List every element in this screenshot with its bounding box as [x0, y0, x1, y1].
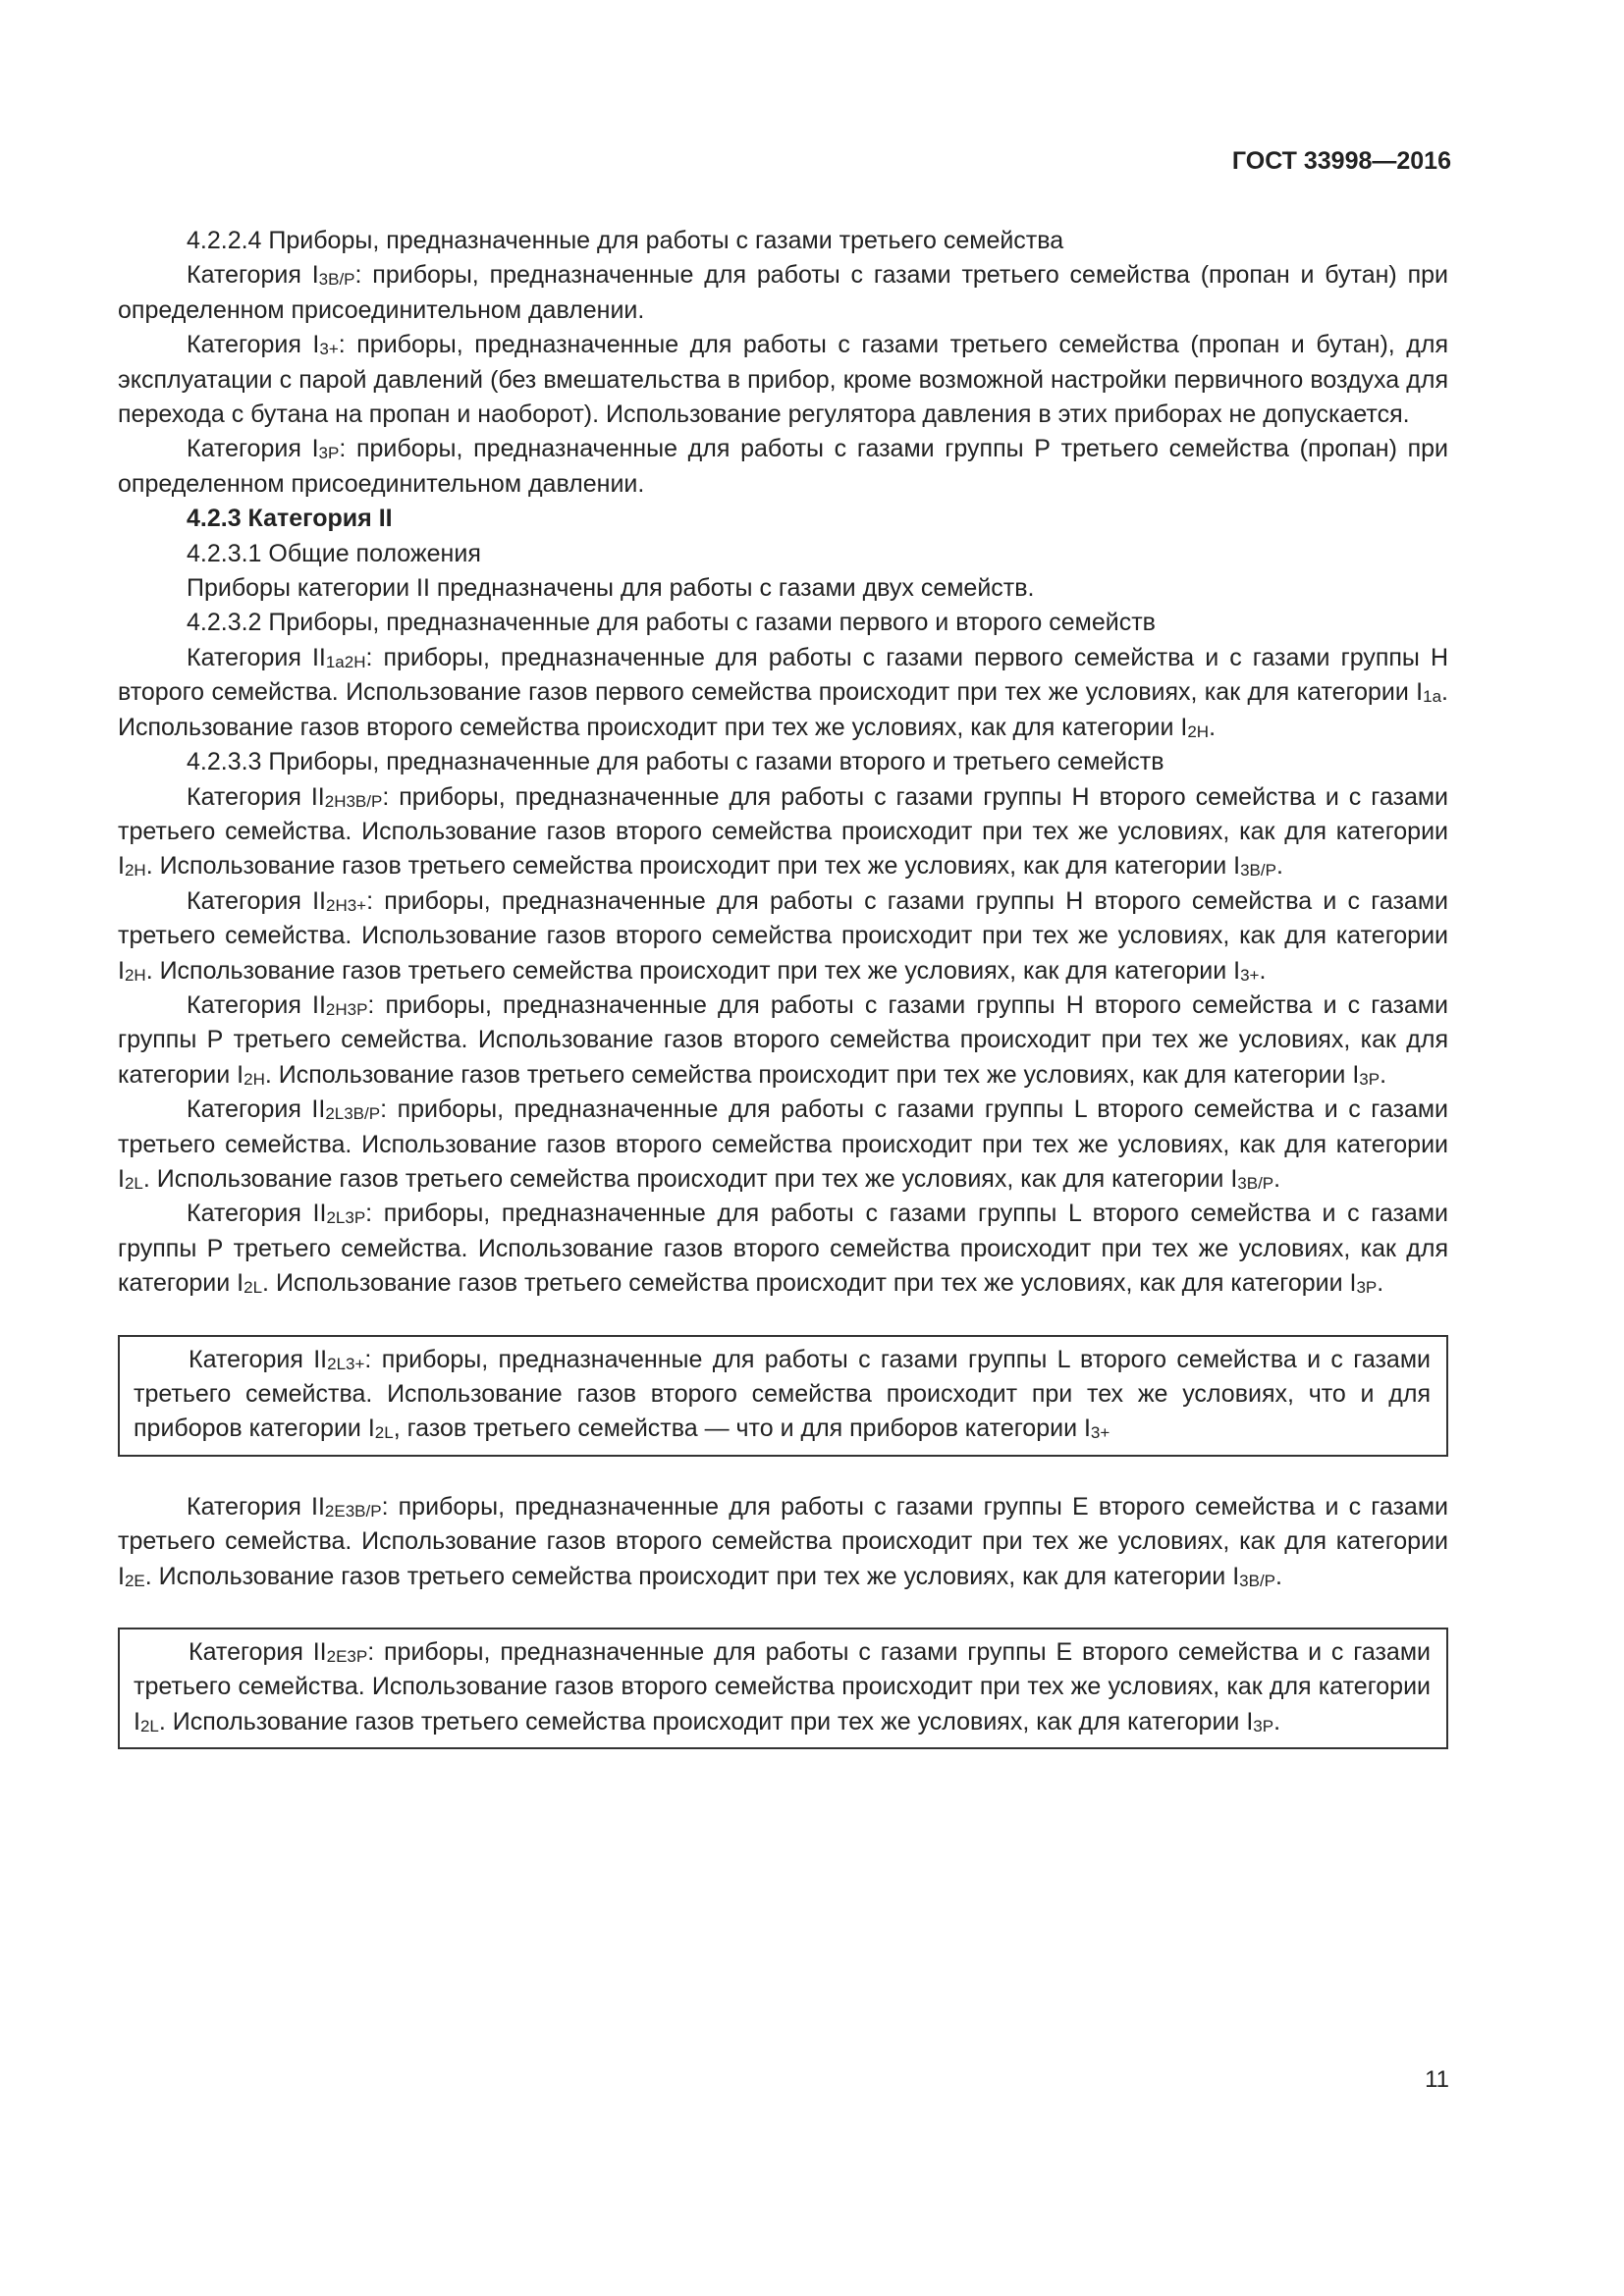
text-run: . Использование газов третьего семейства происходит при тех же условиях, как для категории I [264, 1060, 1360, 1089]
text-run: Категория II [187, 643, 326, 671]
text-run: Приборы категории II предназначены для работы с газами двух семейств. [187, 574, 1035, 603]
category-subscript: 3P [1359, 1069, 1380, 1089]
text-run: Категория II [187, 1492, 325, 1521]
text-run: 4.2.3.2 Приборы, предназначенные для работы с газами первого и второго семейств [187, 609, 1156, 637]
text-run: . [1380, 1060, 1387, 1089]
category-subscript: 3+ [319, 340, 339, 359]
text-run: Категория II [187, 1200, 327, 1228]
text-run: . [1209, 713, 1217, 741]
text-run: Категория II [187, 990, 326, 1019]
text-run: . Использование газов третьего семейства происходит при тех же условиях, как для категории I [158, 1707, 1254, 1735]
text-run: Категория II [189, 1345, 328, 1373]
text-run: Категория II [187, 1095, 326, 1124]
category-subscript: 2L3B/P [325, 1104, 381, 1124]
text-run: . Использование газов третьего семейства происходит при тех же условиях, как для категории I [262, 1269, 1357, 1298]
standard-designation: ГОСТ 33998—2016 [1231, 147, 1451, 175]
text-run: : приборы, предназначенные для работы с газами первого семейства и с газами группы Н второго семейства. Использование газов первого семейства происходит при тех же условиях, как для категории I [118, 643, 1448, 707]
text-run: . [1273, 1164, 1281, 1193]
text-run: Категория I [187, 435, 319, 463]
category-subscript: 1a2H [325, 652, 366, 671]
text-run: . [1377, 1269, 1384, 1298]
text-run: Категория II [187, 782, 325, 811]
text-run: . Использование газов второго семейства происходит при тех же условиях, как для категории I [118, 678, 1448, 741]
paragraph [134, 1635, 1431, 1739]
category-subscript: 2L [139, 1716, 159, 1735]
page-number: 11 [1425, 2066, 1449, 2093]
category-subscript: 3P [318, 444, 340, 463]
paragraph [118, 432, 1448, 502]
document-body [118, 224, 1448, 1783]
category-subscript: 2L [374, 1423, 394, 1443]
text-run: : приборы, предназначенные для работы с газами группы L второго семейства и с газами третьего семейства. Использование газов второго семейства происходит при тех же условиях, что и для приборов категории I [134, 1345, 1431, 1443]
category-subscript: 2L3P [326, 1208, 366, 1228]
paragraph [118, 745, 1448, 779]
paragraph [134, 1343, 1431, 1447]
category-subscript: 2E3P [326, 1647, 368, 1667]
category-subscript: 2H [244, 1069, 265, 1089]
text-run: Категория II [187, 886, 326, 915]
paragraph [118, 884, 1448, 988]
paragraph [118, 780, 1448, 884]
category-subscript: 3+ [1090, 1423, 1110, 1443]
category-subscript: 3B/P [1240, 861, 1276, 881]
text-run: 4.2.3.3 Приборы, предназначенные для работы с газами второго и третьего семейств [187, 748, 1164, 776]
paragraph [118, 1490, 1448, 1594]
category-subscript: 2E [124, 1571, 145, 1590]
text-run: : приборы, предназначенные для работы с газами группы Р третьего семейства (пропан) при определенном присоединительном давлении. [118, 435, 1449, 498]
text-run: . Использование газов третьего семейства происходит при тех же условиях, как для категории I [145, 852, 1241, 881]
category-subscript: 2H3+ [325, 895, 367, 915]
category-subscript: 3B/P [1239, 1571, 1276, 1590]
boxed-note [118, 1335, 1448, 1457]
text-run: . Использование газов третьего семейства происходит при тех же условиях, как для категории I [144, 1562, 1240, 1590]
text-run: : приборы, предназначенные для работы с газами третьего семейства (пропан и бутан), для эксплуатации с парой давлений (без вмешательства в прибор, кроме возможной настройки первичного воздуха для перехода с бутана на пропан и наоборот). Использование регулятора давления в этих приборах не допускается. [118, 331, 1449, 429]
text-run: . [1275, 1562, 1282, 1590]
category-subscript: 3B/P [1237, 1173, 1274, 1193]
text-run: : приборы, предназначенные для работы с газами третьего семейства (пропан и бутан) при определенном присоединительном давлении. [118, 261, 1448, 324]
paragraph [118, 571, 1448, 606]
category-subscript: 2H3B/P [324, 791, 383, 811]
text-run: 4.2.2.4 Приборы, предназначенные для работы с газами третьего семейства [187, 227, 1064, 254]
text-run: : приборы, предназначенные для работы с газами группы Е второго семейства и с газами третьего семейства. Использование газов второго семейства происходит при тех же условиях, как для категории I [118, 1492, 1448, 1590]
text-run: . [1275, 852, 1283, 881]
text-run: 4.2.3 Категория II [187, 505, 393, 533]
text-run: . [1273, 1707, 1281, 1735]
text-run: . Использование газов третьего семейства происходит при тех же условиях, как для категории I [145, 956, 1241, 985]
category-subscript: 2E3B/P [324, 1501, 382, 1521]
text-run: Категория II [189, 1638, 327, 1667]
category-subscript: 2H [124, 965, 146, 985]
category-subscript: 2H [124, 861, 146, 881]
text-run: Категория I [187, 261, 319, 290]
text-run: Категория I [187, 331, 320, 359]
paragraph [118, 988, 1448, 1093]
category-subscript: 2L [124, 1173, 143, 1193]
text-run: : приборы, предназначенные для работы с газами группы L второго семейства и с газами третьего семейства. Использование газов второго семейства происходит при тех же условиях, как для категории I [118, 1095, 1448, 1193]
paragraph [118, 224, 1448, 258]
category-subscript: 3P [1356, 1278, 1378, 1298]
text-run: . [1259, 956, 1267, 985]
boxed-note [118, 1628, 1448, 1749]
category-subscript: 2H3P [325, 999, 368, 1019]
text-run: : приборы, предназначенные для работы с газами группы Н второго семейства и с газами группы Р третьего семейства. Использование газов второго семейства происходит при тех же условиях, как для категории I [118, 990, 1448, 1089]
section-heading [118, 502, 1448, 536]
category-subscript: 2L [244, 1278, 263, 1298]
text-run: : приборы, предназначенные для работы с газами группы Н второго семейства и с газами третьего семейства. Использование газов второго семейства происходит при тех же условиях, как для категории I [118, 782, 1448, 881]
paragraph [118, 258, 1448, 328]
paragraph [118, 1197, 1448, 1301]
text-run: : приборы, предназначенные для работы с газами группы L второго семейства и с газами группы Р третьего семейства. Использование газов второго семейства происходит при тех же условиях, как для категории I [118, 1200, 1448, 1298]
text-run: : приборы, предназначенные для работы с газами группы Е второго семейства и с газами третьего семейства. Использование газов второго семейства происходит при тех же условиях, как для категории I [134, 1638, 1431, 1735]
text-run: 4.2.3.1 Общие положения [187, 539, 481, 567]
category-subscript: 3B/P [318, 270, 355, 290]
paragraph [118, 641, 1448, 745]
paragraph [118, 606, 1448, 640]
text-run: , газов третьего семейства — что и для приборов категории I [393, 1415, 1091, 1443]
category-subscript: 3+ [1240, 965, 1260, 985]
text-run: : приборы, предназначенные для работы с газами группы Н второго семейства и с газами третьего семейства. Использование газов второго семейства происходит при тех же условиях, как для категории I [118, 886, 1448, 985]
category-subscript: 1a [1423, 687, 1442, 707]
category-subscript: 2H [1187, 721, 1210, 741]
paragraph [118, 328, 1448, 432]
text-run: . Использование газов третьего семейства происходит при тех же условиях, как для категории I [142, 1164, 1238, 1193]
paragraph [118, 537, 1448, 571]
category-subscript: 2L3+ [327, 1354, 365, 1373]
category-subscript: 3P [1253, 1716, 1274, 1735]
paragraph [118, 1093, 1448, 1197]
